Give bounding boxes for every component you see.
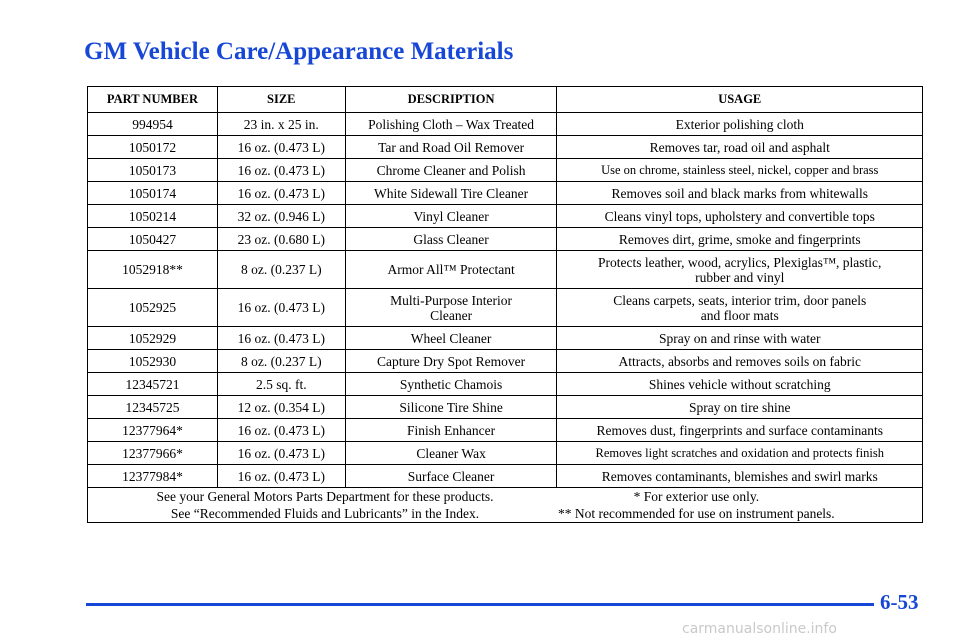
description-cell-line: Vinyl Cleaner [413, 208, 489, 224]
usage-cell [557, 136, 923, 159]
usage-cell-line: Attracts, absorbs and removes soils on fabric [618, 353, 862, 369]
usage-cell-line: Cleans carpets, seats, interior trim, door panels [613, 292, 867, 308]
part-number-cell: 1050174 [88, 182, 218, 205]
footnote-right [531, 488, 835, 522]
usage-cell-line: Removes soil and black marks from whitewalls [611, 185, 868, 201]
usage-cell [557, 373, 923, 396]
table-row [88, 251, 923, 289]
table-row [88, 327, 923, 350]
size-cell: 16 oz. (0.473 L) [217, 159, 345, 182]
description-cell [345, 289, 557, 327]
table-header-row [88, 87, 923, 113]
footnote-line: See “Recommended Fluids and Lubricants” in the Index. [170, 506, 480, 521]
usage-cell-line: Removes light scratches and oxidation and protects finish [595, 445, 884, 460]
size-cell: 23 in. x 25 in. [217, 113, 345, 136]
table-row [88, 289, 923, 327]
usage-cell [557, 251, 923, 289]
size-cell: 16 oz. (0.473 L) [217, 442, 345, 465]
description-cell-line: Chrome Cleaner and Polish [376, 162, 526, 178]
usage-cell-line: Removes tar, road oil and asphalt [649, 139, 830, 155]
description-cell-line: Cleaner [430, 307, 473, 323]
size-cell: 16 oz. (0.473 L) [217, 182, 345, 205]
size-cell: 16 oz. (0.473 L) [217, 136, 345, 159]
care-materials-table [87, 86, 923, 523]
size-cell: 16 oz. (0.473 L) [217, 419, 345, 442]
usage-cell [557, 419, 923, 442]
table-row [88, 396, 923, 419]
description-cell-line: Synthetic Chamois [399, 376, 503, 392]
description-cell [345, 465, 557, 488]
description-cell-line: Capture Dry Spot Remover [377, 353, 526, 369]
size-cell: 32 oz. (0.946 L) [217, 205, 345, 228]
usage-cell [557, 327, 923, 350]
size-cell: 12 oz. (0.354 L) [217, 396, 345, 419]
description-cell [345, 396, 557, 419]
usage-cell-line: Removes dust, fingerprints and surface contaminants [596, 422, 883, 438]
usage-cell [557, 182, 923, 205]
table-row [88, 182, 923, 205]
part-number-cell: 994954 [88, 113, 218, 136]
page-title: GM Vehicle Care/Appearance Materials [84, 38, 514, 65]
table-row [88, 205, 923, 228]
description-cell [345, 205, 557, 228]
usage-cell-line: Spray on and rinse with water [658, 330, 821, 346]
size-cell: 2.5 sq. ft. [217, 373, 345, 396]
size-cell: 8 oz. (0.237 L) [217, 251, 345, 289]
description-cell [345, 182, 557, 205]
usage-cell-line: Shines vehicle without scratching [648, 376, 831, 392]
table-row [88, 159, 923, 182]
part-number-cell: 12345725 [88, 396, 218, 419]
description-cell [345, 136, 557, 159]
description-cell [345, 159, 557, 182]
size-cell: 16 oz. (0.473 L) [217, 465, 345, 488]
usage-cell-line: rubber and vinyl [695, 269, 785, 285]
header-part-number: PART NUMBER [88, 87, 218, 113]
header-size: SIZE [217, 87, 345, 113]
usage-cell [557, 205, 923, 228]
description-cell-line: Glass Cleaner [413, 231, 489, 247]
description-cell [345, 419, 557, 442]
description-cell-line: White Sidewall Tire Cleaner [374, 185, 529, 201]
description-cell-line: Tar and Road Oil Remover [378, 139, 525, 155]
description-cell-line: Silicone Tire Shine [399, 399, 503, 415]
usage-cell [557, 442, 923, 465]
header-usage: USAGE [557, 87, 923, 113]
page-number: 6-53 [880, 590, 919, 614]
usage-cell [557, 228, 923, 251]
footnote-left [91, 488, 531, 522]
description-cell-line: Surface Cleaner [407, 468, 495, 484]
description-cell-line: Armor All™ Protectant [387, 262, 515, 277]
footnote-cell [88, 488, 923, 523]
description-cell [345, 350, 557, 373]
footnote-row [88, 488, 923, 523]
part-number-cell: 12377964* [88, 419, 218, 442]
description-cell-line: Multi-Purpose Interior [390, 292, 513, 308]
part-number-cell: 1050427 [88, 228, 218, 251]
usage-cell-line: Use on chrome, stainless steel, nickel, copper and brass [601, 162, 879, 177]
description-cell-line: Finish Enhancer [407, 422, 496, 438]
usage-cell [557, 465, 923, 488]
description-cell [345, 442, 557, 465]
usage-cell-line: Cleans vinyl tops, upholstery and convertible tops [604, 208, 875, 224]
size-cell: 23 oz. (0.680 L) [217, 228, 345, 251]
usage-cell-line: Protects leather, wood, acrylics, Plexiglas™, plastic, [598, 254, 882, 270]
part-number-cell: 1052918** [88, 251, 218, 289]
table-body [88, 113, 923, 488]
table-row [88, 113, 923, 136]
usage-cell-line: and floor mats [700, 307, 779, 323]
table-row [88, 373, 923, 396]
description-cell [345, 113, 557, 136]
usage-cell-line: Exterior polishing cloth [675, 116, 804, 132]
usage-cell [557, 159, 923, 182]
table-row [88, 442, 923, 465]
footnote-single-asterisk: * For exterior use only. [633, 489, 760, 504]
table-row [88, 419, 923, 442]
table-row [88, 465, 923, 488]
usage-cell-line: Spray on tire shine [688, 399, 791, 415]
description-cell [345, 373, 557, 396]
part-number-cell: 1052925 [88, 289, 218, 327]
description-cell [345, 228, 557, 251]
size-cell: 16 oz. (0.473 L) [217, 289, 345, 327]
usage-cell [557, 396, 923, 419]
footnote-line: See your General Motors Parts Department for these products. [156, 489, 494, 504]
table-row [88, 228, 923, 251]
watermark: carmanualsonline.info [682, 621, 837, 637]
description-cell-line: Wheel Cleaner [410, 330, 492, 346]
table-row [88, 350, 923, 373]
footer-rule [86, 603, 874, 606]
size-cell: 16 oz. (0.473 L) [217, 327, 345, 350]
footnote-double-asterisk: ** Not recommended for use on instrument panels. [558, 506, 835, 521]
part-number-cell: 1050214 [88, 205, 218, 228]
part-number-cell: 1052930 [88, 350, 218, 373]
part-number-cell: 12377966* [88, 442, 218, 465]
description-cell [345, 251, 557, 289]
usage-cell [557, 289, 923, 327]
part-number-cell: 1050173 [88, 159, 218, 182]
part-number-cell: 12377984* [88, 465, 218, 488]
header-description: DESCRIPTION [345, 87, 557, 113]
usage-cell [557, 113, 923, 136]
usage-cell-line: Removes dirt, grime, smoke and fingerprints [618, 231, 861, 247]
part-number-cell: 12345721 [88, 373, 218, 396]
size-cell: 8 oz. (0.237 L) [217, 350, 345, 373]
description-cell-line: Cleaner Wax [416, 445, 486, 461]
usage-cell-line: Removes contaminants, blemishes and swirl marks [601, 468, 878, 484]
usage-cell [557, 350, 923, 373]
part-number-cell: 1052929 [88, 327, 218, 350]
table-row [88, 136, 923, 159]
part-number-cell: 1050172 [88, 136, 218, 159]
description-cell [345, 327, 557, 350]
description-cell-line: Polishing Cloth – Wax Treated [368, 116, 535, 132]
